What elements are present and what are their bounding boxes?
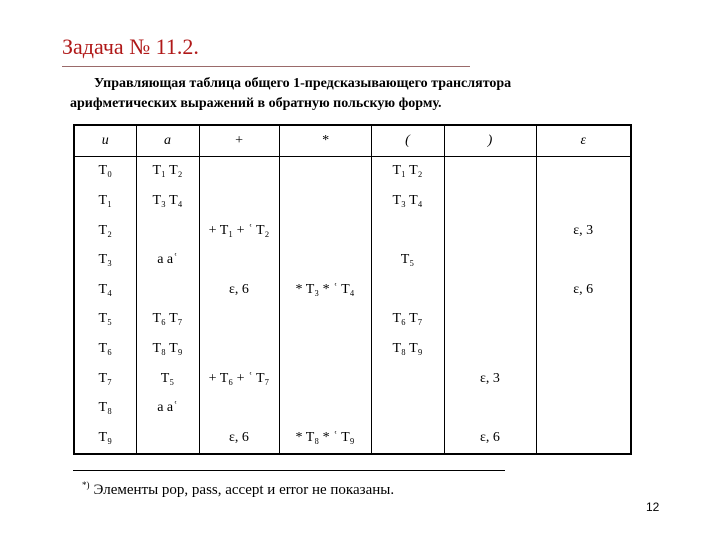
nonterminal-cell: T₄: [74, 275, 136, 305]
table-cell: [536, 393, 631, 423]
table-row: [74, 393, 631, 423]
table-cell: [371, 216, 444, 246]
table-cell: [536, 186, 631, 216]
nonterminal-cell: T₉: [74, 423, 136, 454]
table-cell: [536, 245, 631, 275]
table-row: [74, 275, 631, 305]
table-cell: T₅: [371, 245, 444, 275]
table-row: [74, 245, 631, 275]
table-cell: T₆ T₇: [136, 305, 199, 335]
table-row: [74, 305, 631, 335]
nonterminal-cell: T₃: [74, 245, 136, 275]
control-table: [73, 124, 632, 455]
table-cell: [279, 216, 371, 246]
footnote-marker: *): [82, 480, 90, 490]
table-header-row: [74, 125, 631, 156]
table-cell: [199, 245, 279, 275]
header-cell: u: [74, 125, 136, 156]
slide-title: Задача № 11.2.: [62, 34, 199, 59]
table-cell: ε, 6: [199, 423, 279, 454]
table-cell: T₈ T₉: [136, 334, 199, 364]
page-number: 12: [646, 500, 660, 514]
table-cell: [444, 186, 536, 216]
table-cell: [444, 334, 536, 364]
table-cell: [279, 305, 371, 335]
table-cell: [444, 275, 536, 305]
table-cell: T₁ T₂: [136, 156, 199, 186]
table-cell: [536, 423, 631, 454]
header-cell: (: [371, 125, 444, 156]
table-cell: ε, 6: [199, 275, 279, 305]
table-cell: ε, 6: [444, 423, 536, 454]
table-cell: a aʿ: [136, 393, 199, 423]
title-underline: [62, 66, 470, 67]
table-cell: [279, 156, 371, 186]
table-cell: [371, 364, 444, 394]
table-cell: * T₈ * ʿ T₉: [279, 423, 371, 454]
header-cell: *: [279, 125, 371, 156]
table-cell: [199, 393, 279, 423]
table-cell: [444, 393, 536, 423]
table-cell: [536, 364, 631, 394]
table-row: [74, 364, 631, 394]
table-cell: [444, 245, 536, 275]
footnote: [82, 480, 394, 499]
subtitle-line-1: Управляющая таблица общего 1-предсказывающего транслятора: [94, 76, 512, 91]
footnote-rule: [73, 470, 505, 471]
table-cell: [136, 275, 199, 305]
table-cell: ε, 6: [536, 275, 631, 305]
header-cell: ε: [536, 125, 631, 156]
table-cell: [279, 334, 371, 364]
table-cell: [536, 305, 631, 335]
table-cell: [279, 186, 371, 216]
table-cell: [536, 156, 631, 186]
nonterminal-cell: T₇: [74, 364, 136, 394]
table-cell: [199, 186, 279, 216]
table-cell: ε, 3: [536, 216, 631, 246]
table-cell: [371, 423, 444, 454]
footnote-text: Элементы pop, pass, accept и error не показаны.: [93, 482, 395, 498]
nonterminal-cell: T₈: [74, 393, 136, 423]
table-row: [74, 423, 631, 454]
table-cell: T₁ T₂: [371, 156, 444, 186]
table-cell: [199, 334, 279, 364]
table-cell: [136, 423, 199, 454]
table-cell: + T₆ + ʿ T₇: [199, 364, 279, 394]
header-cell: ): [444, 125, 536, 156]
nonterminal-cell: T₁: [74, 186, 136, 216]
table-cell: T₈ T₉: [371, 334, 444, 364]
table-cell: * T₃ * ʿ T₄: [279, 275, 371, 305]
table-row: [74, 216, 631, 246]
table-cell: [136, 216, 199, 246]
table-cell: ε, 3: [444, 364, 536, 394]
table-cell: T₃ T₄: [136, 186, 199, 216]
header-cell: +: [199, 125, 279, 156]
table-cell: [536, 334, 631, 364]
table-cell: [444, 156, 536, 186]
table-cell: a aʿ: [136, 245, 199, 275]
table-cell: [279, 364, 371, 394]
table-row: [74, 156, 631, 186]
nonterminal-cell: T₆: [74, 334, 136, 364]
table-cell: [444, 216, 536, 246]
table-cell: [279, 393, 371, 423]
table-cell: [199, 156, 279, 186]
nonterminal-cell: T₂: [74, 216, 136, 246]
table-cell: T₃ T₄: [371, 186, 444, 216]
table-cell: [444, 305, 536, 335]
header-cell: a: [136, 125, 199, 156]
subtitle-line-2: арифметических выражений в обратную польскую форму.: [70, 96, 442, 111]
table-cell: [371, 275, 444, 305]
table-cell: T₆ T₇: [371, 305, 444, 335]
table-cell: [279, 245, 371, 275]
nonterminal-cell: T₀: [74, 156, 136, 186]
table-row: [74, 186, 631, 216]
nonterminal-cell: T₅: [74, 305, 136, 335]
table-cell: T₅: [136, 364, 199, 394]
slide-subtitle: [62, 74, 662, 114]
table-cell: [371, 393, 444, 423]
table-cell: + T₁ + ʿ T₂: [199, 216, 279, 246]
table-row: [74, 334, 631, 364]
table-cell: [199, 305, 279, 335]
